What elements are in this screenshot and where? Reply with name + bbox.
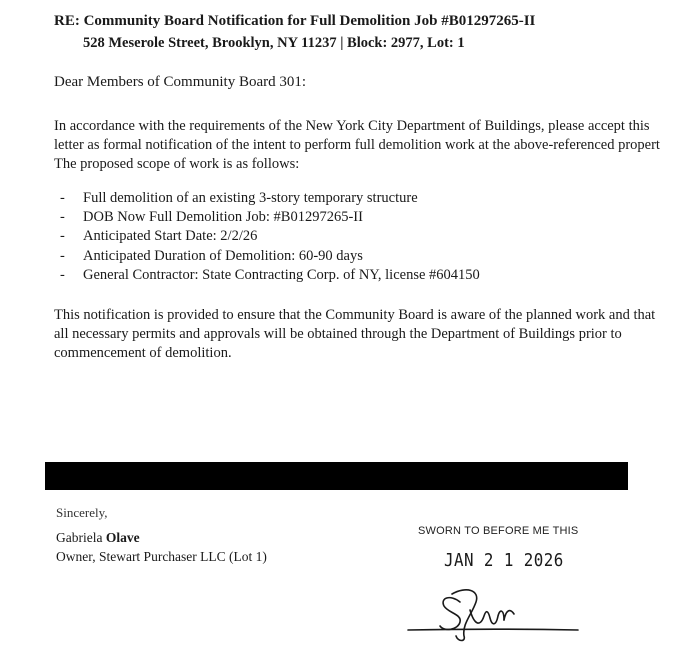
closing-paragraph-line: all necessary permits and approvals will be obtained through the Department of Buildings prior to: [54, 326, 622, 342]
closing-cutoff: [56, 505, 112, 522]
redaction-bar: [45, 462, 628, 490]
scope-item-text: Anticipated Duration of Demolition: 60-90 days: [83, 247, 363, 264]
intro-paragraph-line: In accordance with the requirements of the New York City Department of Buildings, please accept this: [54, 118, 650, 134]
closing-partial-text: Sincerely,: [56, 505, 108, 520]
list-item: [60, 266, 480, 285]
scope-item-text: General Contractor: State Contracting Corp. of NY, license #604150: [83, 266, 480, 283]
signer-name: [56, 529, 140, 546]
signer-title: Owner, Stewart Purchaser LLC (Lot 1): [56, 549, 267, 564]
salutation: Dear Members of Community Board 301:: [54, 74, 307, 90]
property-address-line: 528 Meserole Street, Brooklyn, NY 11237 | Block: 2977, Lot: 1: [83, 35, 465, 51]
bullet-dash: -: [60, 209, 65, 226]
intro-paragraph-line: letter as formal notification of the intent to perform full demolition work at the above-referenced propert: [54, 137, 660, 153]
bullet-dash: -: [60, 247, 65, 264]
signer-last-name: Olave: [105, 530, 140, 545]
bullet-dash: -: [60, 190, 65, 206]
notary-date-stamp: JAN 2 1 2026: [444, 550, 564, 571]
closing-paragraph-line: This notification is provided to ensure that the Community Board is aware of the planned work and that: [54, 307, 656, 323]
signer-first-name: Gabriela: [56, 530, 106, 545]
bullet-dash: -: [60, 228, 65, 245]
scope-item-text: Anticipated Start Date: 2/2/26: [83, 228, 258, 245]
list-item: [60, 227, 480, 246]
list-item: [60, 189, 480, 208]
intro-paragraph-line: The proposed scope of work is as follows:: [54, 156, 300, 172]
subject-line: RE: Community Board Notification for Full Demolition Job #B01297265-II: [54, 13, 536, 29]
sworn-label: SWORN TO BEFORE ME THIS: [418, 525, 579, 537]
scope-item-text: DOB Now Full Demolition Job: #B01297265-II: [83, 209, 363, 226]
list-item: [60, 208, 480, 227]
scope-item-text: Full demolition of an existing 3-story temporary structure: [83, 190, 418, 206]
bullet-dash: -: [60, 266, 65, 283]
intro-paragraph: [54, 117, 694, 174]
closing-paragraph-line: commencement of demolition.: [54, 345, 232, 361]
notary-signature: [400, 580, 590, 650]
list-item: [60, 247, 480, 266]
closing-paragraph: [54, 306, 694, 363]
scope-of-work-list: [60, 189, 480, 285]
